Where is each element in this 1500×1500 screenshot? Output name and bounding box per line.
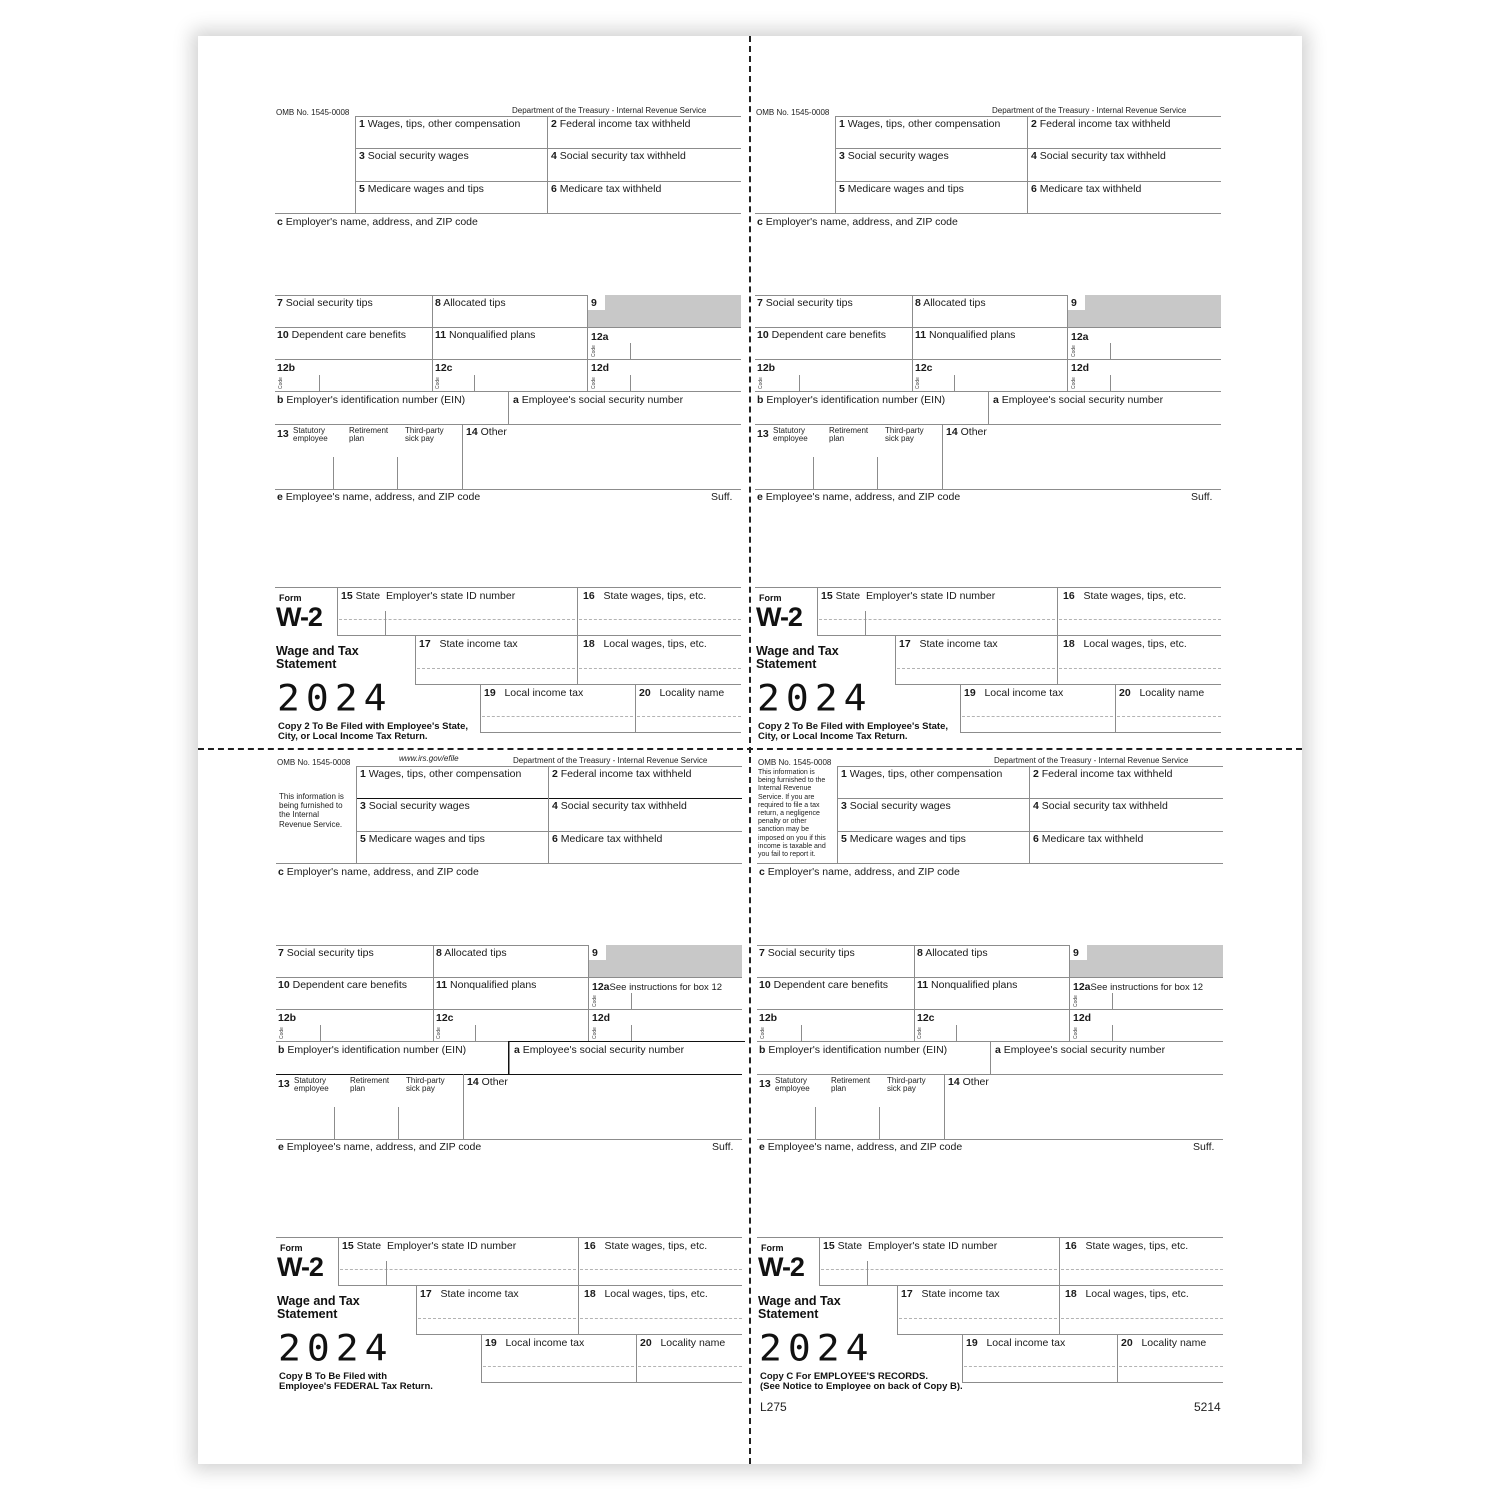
box4-label: 4 Social security tax withheld <box>1031 150 1166 162</box>
code-label-12d: Code <box>1073 1027 1079 1039</box>
code-label-12d: Code <box>1071 377 1077 389</box>
box4-label: 4 Social security tax withheld <box>551 150 686 162</box>
form-subtitle-line2: Statement <box>756 657 817 671</box>
box4-label: 4 Social security tax withheld <box>552 800 687 812</box>
box9-shading <box>1067 295 1221 327</box>
box3-label: 3 Social security wages <box>841 800 951 812</box>
code-label-12c: Code <box>917 1027 923 1039</box>
box3-label: 3 Social security wages <box>360 800 470 812</box>
code-label-12a: Code <box>591 345 597 357</box>
box2-label: 2 Federal income tax withheld <box>1031 118 1171 130</box>
box-a-label: a Employee's social security number <box>995 1044 1166 1056</box>
box6-label: 6 Medicare tax withheld <box>1031 183 1142 195</box>
statutory-employee-label: Statutory employee <box>293 426 328 443</box>
form-code-right: 5214 <box>1194 1400 1221 1414</box>
retirement-plan-label: Retirement plan <box>350 1076 390 1093</box>
department-label: Department of the Treasury - Internal Revenue Service <box>992 106 1187 115</box>
statutory-employee-label: Statutory employee <box>773 426 808 443</box>
retirement-plan-label: Retirement plan <box>349 426 389 443</box>
box-c-label: c Employer's name, address, and ZIP code <box>277 216 478 228</box>
box19-label: 19 Local income tax <box>484 687 584 699</box>
omb-number: OMB No. 1545-0008 <box>276 108 350 117</box>
box9-label: 9 <box>591 297 597 309</box>
box20-label: 20 Locality name <box>639 687 725 699</box>
box11-label: 11 Nonqualified plans <box>915 329 1016 341</box>
code-label-12c: Code <box>915 377 921 389</box>
tax-year: 2024 <box>277 677 393 719</box>
form-subtitle-line1: Wage and Tax <box>277 1294 360 1308</box>
box12d-label: 12d <box>1071 362 1090 374</box>
code-label-12b: Code <box>758 377 764 389</box>
w2-copy-tr <box>755 104 1225 744</box>
box-b-label: b Employer's identification number (EIN) <box>759 1044 948 1056</box>
box12d-label: 12d <box>591 362 610 374</box>
irs-notice: This information is being furnished to the Internal Revenue Service. <box>279 792 344 829</box>
box17-label: 17 State income tax <box>420 1288 519 1300</box>
box16-label: 16 State wages, tips, etc. <box>1063 590 1187 602</box>
box6-label: 6 Medicare tax withheld <box>552 833 663 845</box>
box1-label: 1 Wages, tips, other compensation <box>841 768 1003 780</box>
box6-label: 6 Medicare tax withheld <box>551 183 662 195</box>
box18-label: 18 Local wages, tips, etc. <box>584 1288 708 1300</box>
box12d-label: 12d <box>1073 1012 1092 1024</box>
copy-instruction-line2: City, or Local Income Tax Return. <box>758 731 908 742</box>
box9-shading <box>1069 945 1223 977</box>
department-label: Department of the Treasury - Internal Revenue Service <box>513 756 708 765</box>
box13-label: 13 <box>278 1078 290 1090</box>
box20-label: 20 Locality name <box>1119 687 1205 699</box>
code-label-12b: Code <box>760 1027 766 1039</box>
box-b-label: b Employer's identification number (EIN) <box>757 394 946 406</box>
w2-copy-tl <box>275 104 745 744</box>
box10-label: 10 Dependent care benefits <box>277 329 407 341</box>
third-party-sick-pay-label: Third-party sick pay <box>406 1076 445 1093</box>
tax-year: 2024 <box>278 1327 394 1369</box>
form-word: Form <box>280 1243 303 1253</box>
department-label: Department of the Treasury - Internal Revenue Service <box>512 106 707 115</box>
box-e-label: e Employee's name, address, and ZIP code <box>759 1141 963 1153</box>
box9-shading <box>588 945 742 977</box>
box9-label: 9 <box>592 947 598 959</box>
form-subtitle-line2: Statement <box>277 1307 338 1321</box>
copy-instruction-line1: Copy C For EMPLOYEE'S RECORDS. <box>760 1371 928 1382</box>
box10-label: 10 Dependent care benefits <box>278 979 408 991</box>
box-c-label: c Employer's name, address, and ZIP code <box>759 866 960 878</box>
box12b-label: 12b <box>757 362 776 374</box>
box15-label: 15 State Employer's state ID number <box>823 1240 998 1252</box>
box18-label: 18 Local wages, tips, etc. <box>1065 1288 1189 1300</box>
box13-label: 13 <box>277 428 289 440</box>
department-label: Department of the Treasury - Internal Revenue Service <box>994 756 1189 765</box>
box7-label: 7 Social security tips <box>759 947 855 959</box>
box3-label: 3 Social security wages <box>359 150 469 162</box>
box-e-label: e Employee's name, address, and ZIP code <box>277 491 481 503</box>
code-label-12a: Code <box>1073 995 1079 1007</box>
box13-label: 13 <box>757 428 769 440</box>
form-word: Form <box>759 593 782 603</box>
box7-label: 7 Social security tips <box>277 297 373 309</box>
box14-label: 14 Other <box>467 1076 508 1088</box>
vertical-perforation <box>749 36 751 1464</box>
copy-instruction-line1: Copy 2 To Be Filed with Employee's State, <box>758 721 949 732</box>
box7-label: 7 Social security tips <box>278 947 374 959</box>
box14-label: 14 Other <box>466 426 507 438</box>
box12c-label: 12c <box>436 1012 454 1024</box>
third-party-sick-pay-label: Third-party sick pay <box>887 1076 926 1093</box>
box-a-label: a Employee's social security number <box>513 394 684 406</box>
statutory-employee-label: Statutory employee <box>294 1076 329 1093</box>
suffix-label: Suff. <box>1193 1141 1215 1153</box>
box-c-label: c Employer's name, address, and ZIP code <box>278 866 479 878</box>
box2-label: 2 Federal income tax withheld <box>551 118 691 130</box>
omb-number: OMB No. 1545-0008 <box>277 758 351 767</box>
code-label-12b: Code <box>278 377 284 389</box>
omb-number: OMB No. 1545-0008 <box>756 108 830 117</box>
third-party-sick-pay-label: Third-party sick pay <box>885 426 924 443</box>
form-title: W-2 <box>756 602 802 632</box>
form-word: Form <box>761 1243 784 1253</box>
box5-label: 5 Medicare wages and tips <box>839 183 964 195</box>
box1-label: 1 Wages, tips, other compensation <box>360 768 522 780</box>
box9-shading <box>587 295 741 327</box>
suffix-label: Suff. <box>712 1141 734 1153</box>
box3-label: 3 Social security wages <box>839 150 949 162</box>
box16-label: 16 State wages, tips, etc. <box>584 1240 708 1252</box>
box1-label: 1 Wages, tips, other compensation <box>839 118 1001 130</box>
box2-label: 2 Federal income tax withheld <box>552 768 692 780</box>
code-label-12d: Code <box>592 1027 598 1039</box>
box12a-label: 12a <box>591 331 609 343</box>
third-party-sick-pay-label: Third-party sick pay <box>405 426 444 443</box>
box-e-label: e Employee's name, address, and ZIP code <box>757 491 961 503</box>
box-a-label: a Employee's social security number <box>993 394 1164 406</box>
box11-label: 11 Nonqualified plans <box>917 979 1018 991</box>
copy-instruction-line1: Copy 2 To Be Filed with Employee's State, <box>278 721 469 732</box>
box9-label: 9 <box>1071 297 1077 309</box>
box17-label: 17 State income tax <box>901 1288 1000 1300</box>
form-title: W-2 <box>758 1252 804 1282</box>
box-b-label: b Employer's identification number (EIN) <box>277 394 466 406</box>
efile-url: www.irs.gov/efile <box>399 754 459 763</box>
box12d-label: 12d <box>592 1012 611 1024</box>
box2-label: 2 Federal income tax withheld <box>1033 768 1173 780</box>
box8-label: 8 Allocated tips <box>917 947 988 959</box>
box-c-label: c Employer's name, address, and ZIP code <box>757 216 958 228</box>
code-label-12c: Code <box>436 1027 442 1039</box>
box20-label: 20 Locality name <box>640 1337 726 1349</box>
box5-label: 5 Medicare wages and tips <box>841 833 966 845</box>
box9-label: 9 <box>1073 947 1079 959</box>
retirement-plan-label: Retirement plan <box>831 1076 871 1093</box>
box11-label: 11 Nonqualified plans <box>435 329 536 341</box>
copy-instruction-line2: Employee's FEDERAL Tax Return. <box>279 1381 433 1392</box>
box-e-label: e Employee's name, address, and ZIP code <box>278 1141 482 1153</box>
form-subtitle-line1: Wage and Tax <box>756 644 839 658</box>
code-label-12a: Code <box>592 995 598 1007</box>
box10-label: 10 Dependent care benefits <box>757 329 887 341</box>
box6-label: 6 Medicare tax withheld <box>1033 833 1144 845</box>
form-title: W-2 <box>276 602 322 632</box>
form-subtitle-line2: Statement <box>758 1307 819 1321</box>
box4-label: 4 Social security tax withheld <box>1033 800 1168 812</box>
form-word: Form <box>279 593 302 603</box>
suffix-label: Suff. <box>711 491 733 503</box>
box11-label: 11 Nonqualified plans <box>436 979 537 991</box>
box8-label: 8 Allocated tips <box>915 297 986 309</box>
box16-label: 16 State wages, tips, etc. <box>1065 1240 1189 1252</box>
copy-instruction-line1: Copy B To Be Filed with <box>279 1371 388 1382</box>
box19-label: 19 Local income tax <box>966 1337 1066 1349</box>
box7-label: 7 Social security tips <box>757 297 853 309</box>
form-code-left: L275 <box>760 1400 787 1414</box>
box16-label: 16 State wages, tips, etc. <box>583 590 707 602</box>
box18-label: 18 Local wages, tips, etc. <box>1063 638 1187 650</box>
box14-label: 14 Other <box>946 426 987 438</box>
box8-label: 8 Allocated tips <box>435 297 506 309</box>
box12b-label: 12b <box>759 1012 778 1024</box>
box18-label: 18 Local wages, tips, etc. <box>583 638 707 650</box>
box19-label: 19 Local income tax <box>964 687 1064 699</box>
w2-copy-bl <box>276 754 746 1394</box>
form-subtitle-line1: Wage and Tax <box>758 1294 841 1308</box>
box10-label: 10 Dependent care benefits <box>759 979 889 991</box>
box15-label: 15 State Employer's state ID number <box>342 1240 517 1252</box>
form-title: W-2 <box>277 1252 323 1282</box>
box17-label: 17 State income tax <box>899 638 998 650</box>
box12b-label: 12b <box>278 1012 297 1024</box>
box5-label: 5 Medicare wages and tips <box>359 183 484 195</box>
box5-label: 5 Medicare wages and tips <box>360 833 485 845</box>
box20-label: 20 Locality name <box>1121 1337 1207 1349</box>
horizontal-perforation <box>198 748 1302 750</box>
retirement-plan-label: Retirement plan <box>829 426 869 443</box>
box13-label: 13 <box>759 1078 771 1090</box>
box12a-label: 12aSee instructions for box 12 <box>592 981 723 993</box>
box12a-label: 12aSee instructions for box 12 <box>1073 981 1204 993</box>
box-b-label: b Employer's identification number (EIN) <box>278 1044 467 1056</box>
box17-label: 17 State income tax <box>419 638 518 650</box>
box19-label: 19 Local income tax <box>485 1337 585 1349</box>
box12a-label: 12a <box>1071 331 1089 343</box>
box12c-label: 12c <box>917 1012 935 1024</box>
tax-year: 2024 <box>759 1327 875 1369</box>
form-subtitle-line2: Statement <box>276 657 337 671</box>
code-label-12d: Code <box>591 377 597 389</box>
copy-instruction-line2: (See Notice to Employee on back of Copy B). <box>760 1381 963 1392</box>
box15-label: 15 State Employer's state ID number <box>821 590 996 602</box>
code-label-12b: Code <box>279 1027 285 1039</box>
tax-year: 2024 <box>757 677 873 719</box>
box1-label: 1 Wages, tips, other compensation <box>359 118 521 130</box>
copy-instruction-line2: City, or Local Income Tax Return. <box>278 731 428 742</box>
suffix-label: Suff. <box>1191 491 1213 503</box>
box12c-label: 12c <box>915 362 933 374</box>
box15-label: 15 State Employer's state ID number <box>341 590 516 602</box>
statutory-employee-label: Statutory employee <box>775 1076 810 1093</box>
irs-notice: This information is being furnished to the Internal Revenue Service. If you are required to file a tax return, a negligence penalty or other sanction may be imposed on you if this income is taxable and you fail to report it. <box>758 769 826 859</box>
code-label-12a: Code <box>1071 345 1077 357</box>
w2-copy-br <box>757 754 1227 1394</box>
box8-label: 8 Allocated tips <box>436 947 507 959</box>
code-label-12c: Code <box>435 377 441 389</box>
box-a-label: a Employee's social security number <box>514 1044 685 1056</box>
box12c-label: 12c <box>435 362 453 374</box>
omb-number: OMB No. 1545-0008 <box>758 758 832 767</box>
box14-label: 14 Other <box>948 1076 989 1088</box>
box12b-label: 12b <box>277 362 296 374</box>
form-subtitle-line1: Wage and Tax <box>276 644 359 658</box>
